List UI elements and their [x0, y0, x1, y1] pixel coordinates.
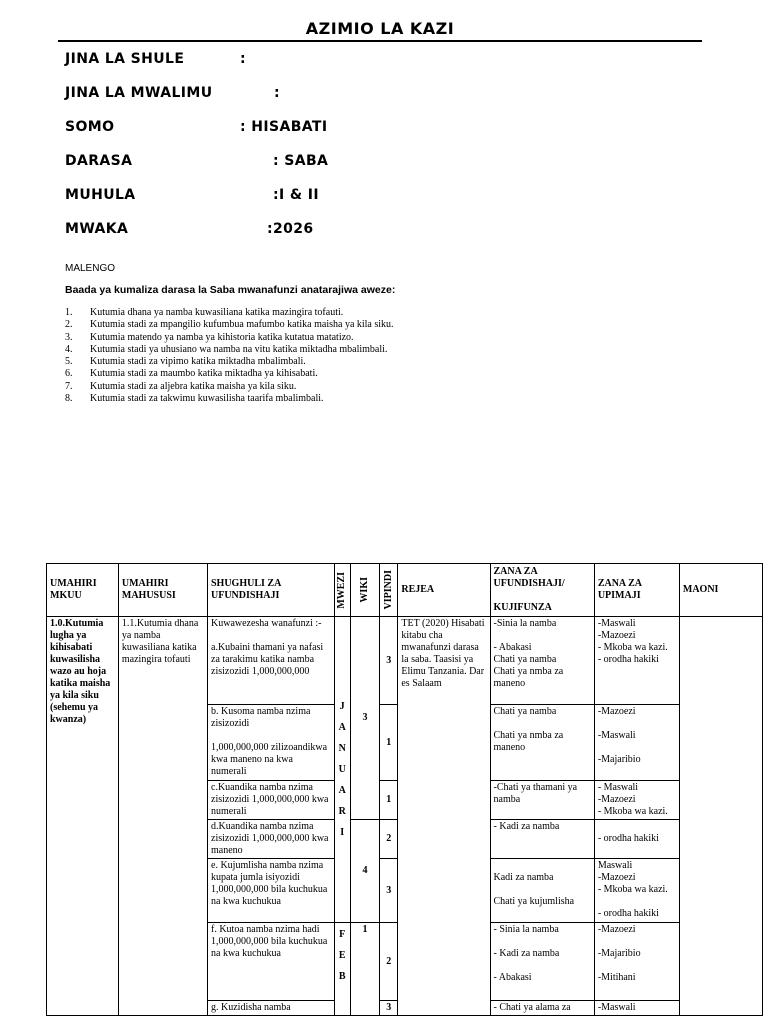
- list-number: 7.: [65, 380, 73, 392]
- info-value: :: [240, 51, 246, 67]
- cell-zana-ufundishaji: Kadi za namba Chati ya kujumlisha: [490, 859, 594, 923]
- objectives-heading: MALENGO: [65, 263, 116, 274]
- list-text: Kutumia stadi ya uhusiano wa namba na vitu katika miktadha mbalimbali.: [90, 343, 388, 355]
- header-rejea: REJEA: [398, 564, 490, 617]
- cell-zana-ufundishaji: -Sinia la namba - Abakasi Chati ya namba Chati ya nmba za maneno: [490, 617, 594, 705]
- list-item: [65, 393, 394, 405]
- list-text: Kutumia stadi za aljebra katika maisha ya kila siku.: [90, 380, 297, 392]
- scheme-of-work-table: [46, 563, 763, 1016]
- list-text: Kutumia stadi za takwimu kuwasilisha taarifa mbalimbali.: [90, 393, 324, 405]
- cell-week: 1: [350, 923, 379, 1016]
- cell-zana-upimaji: - orodha hakiki: [594, 820, 679, 859]
- header-vipindi: VIPINDI: [382, 570, 394, 610]
- list-number: 2.: [65, 319, 73, 331]
- cell-vipindi: 3: [380, 859, 398, 923]
- info-value: : HISABATI: [240, 119, 328, 135]
- cell-month-february: [334, 923, 350, 1016]
- cell-zana-upimaji: -Maswali: [594, 1001, 679, 1016]
- month-letter: I: [340, 827, 345, 838]
- list-text: Kutumia dhana ya namba kuwasiliana katika mazingira tofauti.: [90, 307, 344, 318]
- header-zana-upimaji: ZANA ZA UPIMAJI: [594, 564, 679, 617]
- cell-zana-upimaji: Maswali -Mazoezi - Mkoba wa kazi. - orodha hakiki: [594, 859, 679, 923]
- month-letter: J: [339, 701, 345, 712]
- info-value: : SABA: [273, 153, 329, 169]
- list-item: [65, 368, 394, 380]
- cell-zana-upimaji: - Maswali -Mazoezi - Mkoba wa kazi.: [594, 781, 679, 820]
- cell-shughuli: d.Kuandika namba nzima zisizozidi 1,000,000,000 kwa maneno: [208, 820, 335, 859]
- list-item: [65, 344, 394, 356]
- info-label: MWAKA: [65, 221, 129, 237]
- cell-maoni: [679, 617, 762, 1016]
- list-number: 1.: [65, 307, 73, 318]
- cell-shughuli: f. Kutoa namba nzima hadi 1,000,000,000 bila kuchukua na kwa kuchukua: [208, 923, 335, 1001]
- list-number: 6.: [65, 368, 73, 380]
- info-row-subject: [65, 119, 328, 135]
- list-text: Kutumia stadi za mpangilio kufumbua mafumbo katika maisha ya kila siku.: [90, 319, 394, 331]
- header-mwezi: MWEZI: [336, 571, 348, 609]
- cell-shughuli: Kuwawezesha wanafunzi :- a.Kubaini thamani ya nafasi za tarakimu katika namba zisizozidi 1,000,000,000: [208, 617, 335, 705]
- list-text: Kutumia stadi za vipimo katika miktadha mbalimbali.: [90, 356, 306, 368]
- header-wiki-cell: [350, 564, 379, 617]
- info-label: MUHULA: [65, 187, 136, 203]
- month-letter: R: [338, 806, 346, 817]
- info-row-term: [65, 187, 319, 203]
- cell-zana-ufundishaji: - Chati ya alama za: [490, 1001, 594, 1016]
- month-letter: B: [338, 971, 346, 982]
- list-text: Kutumia matendo ya namba ya kihistoria katika kutatua matatizo.: [90, 331, 354, 343]
- info-label: DARASA: [65, 153, 133, 169]
- list-item: [65, 381, 394, 393]
- objectives-list: [65, 307, 394, 405]
- cell-shughuli: c.Kuandika namba nzima zisizozidi 1,000,000,000 kwa numerali: [208, 781, 335, 820]
- list-number: 8.: [65, 393, 73, 405]
- header-wiki: WIKI: [358, 577, 370, 603]
- month-letter: U: [338, 764, 346, 775]
- info-label: JINA LA SHULE: [65, 51, 185, 67]
- cell-zana-ufundishaji: -Chati ya thamani ya namba: [490, 781, 594, 820]
- info-row-school: [65, 51, 246, 67]
- list-number: 4.: [65, 343, 73, 355]
- list-text: Kutumia stadi za maumbo katika miktadha ya kihisabati.: [90, 368, 318, 380]
- list-number: 3.: [65, 331, 73, 343]
- month-letter: F: [339, 929, 346, 940]
- cell-vipindi: 3: [380, 617, 398, 705]
- list-item: [65, 319, 394, 331]
- info-value: :: [274, 85, 280, 101]
- info-value: :I & II: [273, 187, 319, 203]
- header-maoni: MAONI: [679, 564, 762, 617]
- info-row-year: [65, 221, 314, 237]
- cell-zana-ufundishaji: Chati ya namba Chati ya nmba za maneno: [490, 705, 594, 781]
- cell-vipindi: 3: [380, 1001, 398, 1016]
- cell-rejea: TET (2020) Hisabati kitabu cha mwanafunzi darasa la saba. Taasisi ya Elimu Tanzania. Dar es Salaam: [398, 617, 490, 1016]
- cell-vipindi: 2: [380, 923, 398, 1001]
- header-vipindi-cell: [380, 564, 398, 617]
- month-letter: E: [338, 950, 346, 961]
- cell-umahiri-mahususi: 1.1.Kutumia dhana ya namba kuwasiliana katika mazingira tofauti: [118, 617, 207, 1016]
- document-title: AZIMIO LA KAZI: [305, 19, 455, 38]
- table-row: [47, 617, 763, 705]
- cell-zana-upimaji: -Mazoezi -Majaribio -Mitihani: [594, 923, 679, 1001]
- list-number: 5.: [65, 356, 73, 368]
- objectives-intro: Baada ya kumaliza darasa la Saba mwanafunzi anatarajiwa aweze:: [65, 284, 396, 296]
- info-label: JINA LA MWALIMU: [65, 85, 213, 101]
- header-umahiri-mkuu: UMAHIRI MKUU: [47, 564, 119, 617]
- cell-shughuli: e. Kujumlisha namba nzima kupata jumla isiyozidi 1,000,000,000 bila kuchukua na kwa kuchukua: [208, 859, 335, 923]
- cell-vipindi: 1: [380, 705, 398, 781]
- cell-zana-upimaji: -Mazoezi -Maswali -Majaribio: [594, 705, 679, 781]
- info-value: :2026: [267, 221, 314, 237]
- header-umahiri-mahususi: UMAHIRI MAHUSUSI: [118, 564, 207, 617]
- cell-week: 4: [350, 820, 379, 923]
- header-shughuli: SHUGHULI ZA UFUNDISHAJI: [208, 564, 335, 617]
- cell-zana-upimaji: -Maswali -Mazoezi - Mkoba wa kazi. - orodha hakiki: [594, 617, 679, 705]
- info-row-teacher: [65, 85, 280, 101]
- cell-umahiri-mkuu: 1.0.Kutumia lugha ya kihisabati kuwasilisha wazo au hoja katika maisha ya kila siku (sehemu ya kwanza): [47, 617, 119, 1016]
- cell-vipindi: 2: [380, 820, 398, 859]
- cell-shughuli: b. Kusoma namba nzima zisizozidi 1,000,000,000 zilizoandikwa kwa maneno na kwa numerali: [208, 705, 335, 781]
- title-underline: [58, 40, 702, 42]
- list-item: [65, 332, 394, 344]
- cell-shughuli: g. Kuzidisha namba: [208, 1001, 335, 1016]
- list-item: [65, 307, 394, 319]
- month-letter: N: [338, 743, 346, 754]
- cell-zana-ufundishaji: - Kadi za namba: [490, 820, 594, 859]
- cell-week: 3: [350, 617, 379, 820]
- list-item: [65, 356, 394, 368]
- table-header-row: [47, 564, 763, 617]
- cell-zana-ufundishaji: - Sinia la namba - Kadi za namba - Abakasi: [490, 923, 594, 1001]
- month-letter: A: [338, 785, 346, 796]
- info-label: SOMO: [65, 119, 115, 135]
- cell-vipindi: 1: [380, 781, 398, 820]
- info-row-class: [65, 153, 329, 169]
- month-letter: A: [338, 722, 346, 733]
- header-mwezi-cell: [334, 564, 350, 617]
- cell-month-january: [334, 617, 350, 923]
- header-zana-ufundishaji: ZANA ZA UFUNDISHAJI/ KUJIFUNZA: [490, 564, 594, 617]
